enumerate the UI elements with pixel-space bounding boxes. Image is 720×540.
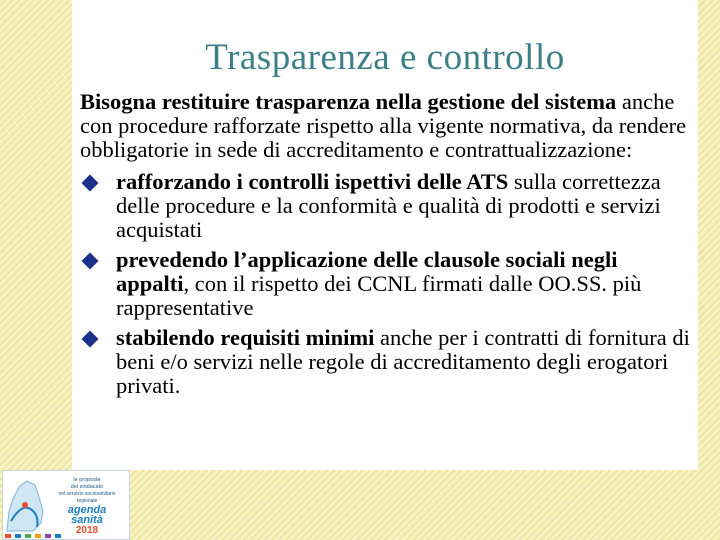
intro-bold-text: Bisogna restituire trasparenza nella gestione del sistema: [80, 89, 617, 114]
bullet-item-requirements: [80, 326, 692, 398]
diamond-bullet-icon: [82, 253, 99, 270]
logo-graphic: [3, 471, 129, 539]
logo-brand-1: agenda: [67, 504, 107, 516]
bullet-bold-text: prevedendo l’applicazione delle clausole sociali negli appalti: [116, 247, 618, 296]
bullet-text: sulla correttezza delle procedure e la conformità e qualità di prodotti e servizi acquistati: [116, 169, 661, 242]
sponsor-logo-icon: [25, 534, 31, 538]
logo-year: 2018: [75, 525, 99, 536]
intro-text: anche con procedure rafforzate rispetto alla vigente normativa, da rendere obbligatorie in sede di accreditamento e contrattualizzazione:: [80, 89, 687, 162]
bullet-bold-text: stabilendo requisiti minimi: [116, 325, 375, 350]
bullet-acronym: ATS: [466, 169, 509, 194]
sponsor-logo-icon: [55, 534, 61, 538]
logo-line-3: nel servizio sociosanitario: [58, 491, 116, 497]
sponsor-logo-icon: [15, 534, 21, 538]
slide-title: Trasparenza e controllo: [205, 37, 565, 78]
logo-line-4: regionale: [76, 498, 98, 504]
bullet-bold-text: rafforzando i controlli ispettivi delle: [116, 169, 467, 194]
logo-line-2: del sindacato: [70, 484, 104, 490]
bullet-item-controls: [80, 170, 692, 242]
map-pin-icon: [22, 502, 28, 508]
sponsor-logo-icon: [45, 534, 51, 538]
diamond-bullet-icon: [82, 175, 99, 192]
sponsor-logo-icon: [35, 534, 41, 538]
logo-brand-2: sanità: [71, 514, 103, 526]
bullet-text: , con il rispetto dei CCNL firmati dalle OO.SS. più rappresentative: [116, 271, 642, 320]
agenda-sanita-logo: [2, 470, 130, 540]
intro-paragraph: [80, 90, 692, 162]
bullet-list: [80, 170, 692, 398]
logo-line-1: le proposte: [73, 477, 101, 483]
bullet-text: anche per i contratti di fornitura di beni e/o servizi nelle regole di accreditamento degli erogatori privati.: [116, 325, 690, 398]
diamond-bullet-icon: [82, 331, 99, 348]
slide-body: [80, 90, 692, 404]
bullet-item-social-clauses: [80, 248, 692, 320]
sponsor-logo-icon: [5, 534, 11, 538]
